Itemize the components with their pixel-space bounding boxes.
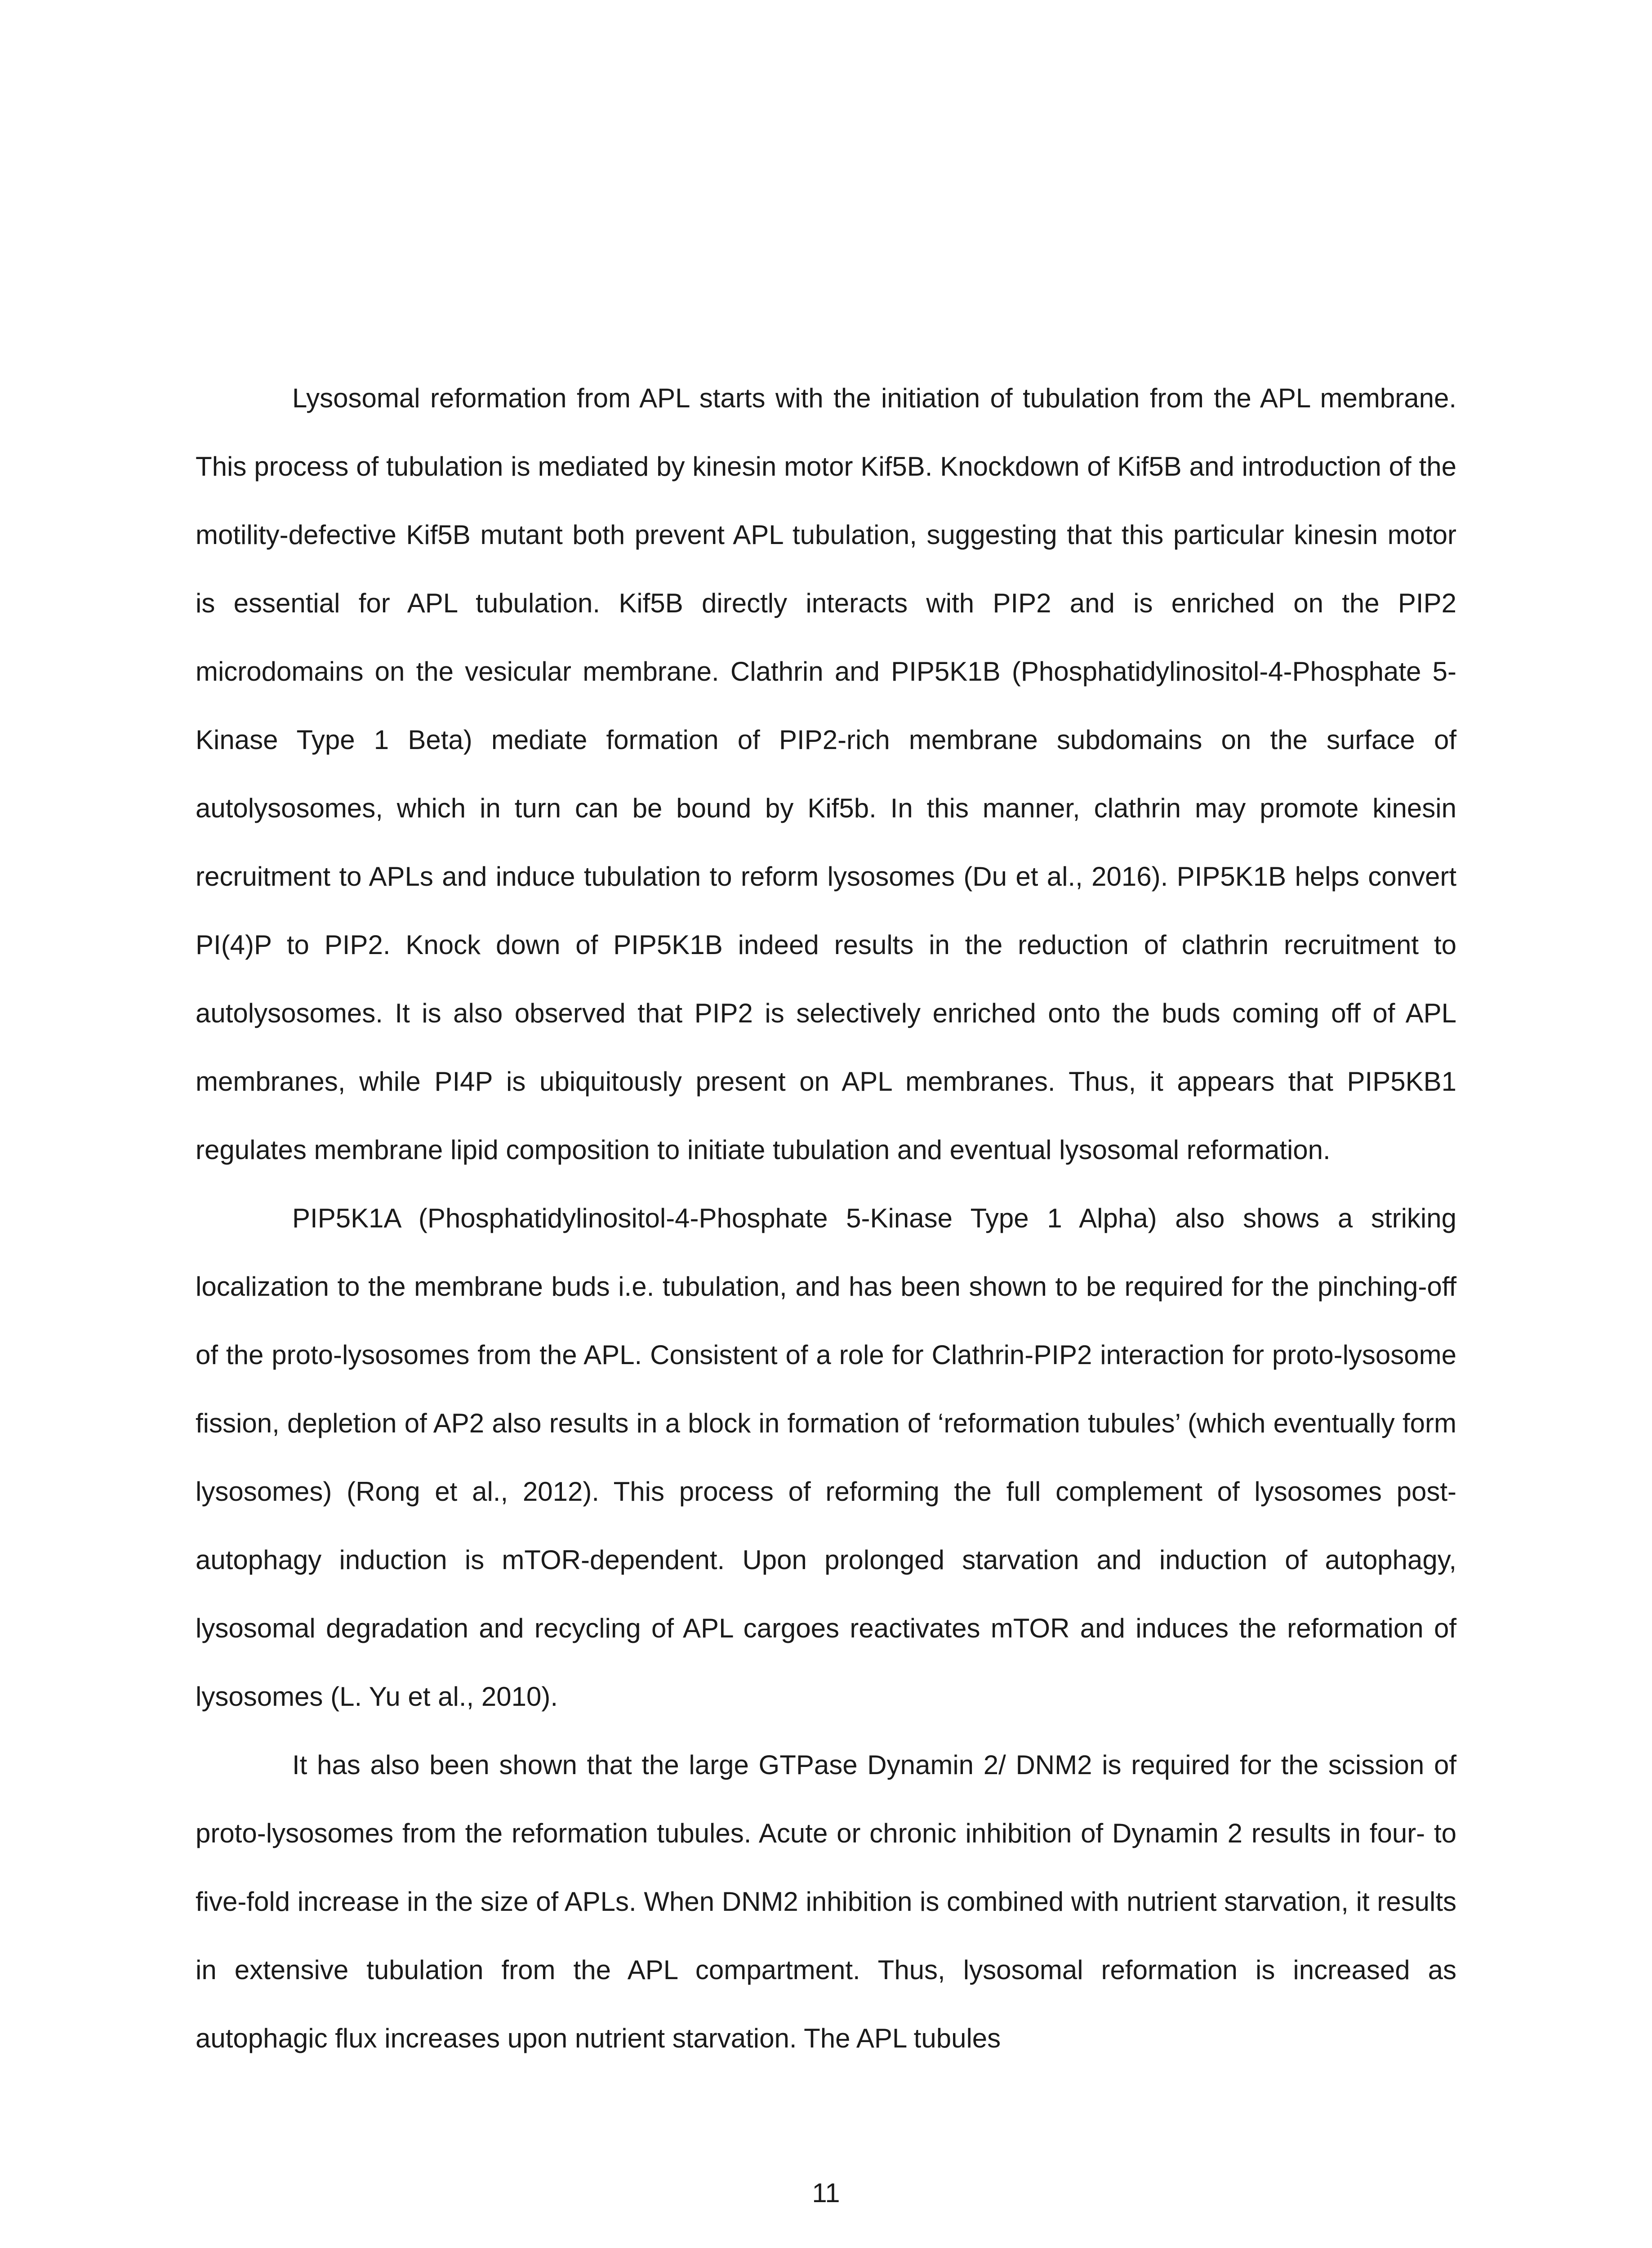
paragraph-lysosomal-reformation: Lysosomal reformation from APL starts with the initiation of tubulation from the APL membrane. This process of tubulation is mediated by kinesin motor Kif5B. Knockdown of Kif5B and introduction of the motility-defective Kif5B mutant both prevent APL tubulation, suggesting that this particular kinesin motor is essential for APL tubulation. Kif5B directly interacts with PIP2 and is enriched on the PIP2 microdomains on the vesicular membrane. Clathrin and PIP5K1B (Phosphatidylinositol-4-Phosphate 5-Kinase Type 1 Beta) mediate formation of PIP2-rich membrane subdomains on the surface of autolysosomes, which in turn can be bound by Kif5b. In this manner, clathrin may promote kinesin recruitment to APLs and induce tubulation to reform lysosomes (Du et al., 2016). PIP5K1B helps convert PI(4)P to PIP2. Knock down of PIP5K1B indeed results in the reduction of clathrin recruitment to autolysosomes. It is also observed that PIP2 is selectively enriched onto the buds coming off of APL membranes, while PI4P is ubiquitously present on APL membranes. Thus, it appears that PIP5KB1 regulates membrane lipid composition to initiate tubulation and eventual lysosomal reformation.: [196, 383, 1456, 1165]
page-number: 11: [812, 2178, 840, 2208]
paragraph-dynamin2: It has also been shown that the large GTPase Dynamin 2/ DNM2 is required for the scission of proto-lysosomes from the reformation tubules. Acute or chronic inhibition of Dynamin 2 results in four- to five-fold increase in the size of APLs. When DNM2 inhibition is combined with nutrient starvation, it results in extensive tubulation from the APL compartment. Thus, lysosomal reformation is increased as autophagic flux increases upon nutrient starvation. The APL tubules: [196, 1750, 1456, 2053]
body-text: [196, 364, 1456, 2073]
paragraph-pip5k1a: PIP5K1A (Phosphatidylinositol-4-Phosphate 5-Kinase Type 1 Alpha) also shows a striking localization to the membrane buds i.e. tubulation, and has been shown to be required for the pinching-off of the proto-lysosomes from the APL. Consistent of a role for Clathrin-PIP2 interaction for proto-lysosome fission, depletion of AP2 also results in a block in formation of ‘reformation tubules’ (which eventually form lysosomes) (Rong et al., 2012). This process of reforming the full complement of lysosomes post-autophagy induction is mTOR-dependent. Upon prolonged starvation and induction of autophagy, lysosomal degradation and recycling of APL cargoes reactivates mTOR and induces the reformation of lysosomes (L. Yu et al., 2010).: [196, 1203, 1456, 1712]
